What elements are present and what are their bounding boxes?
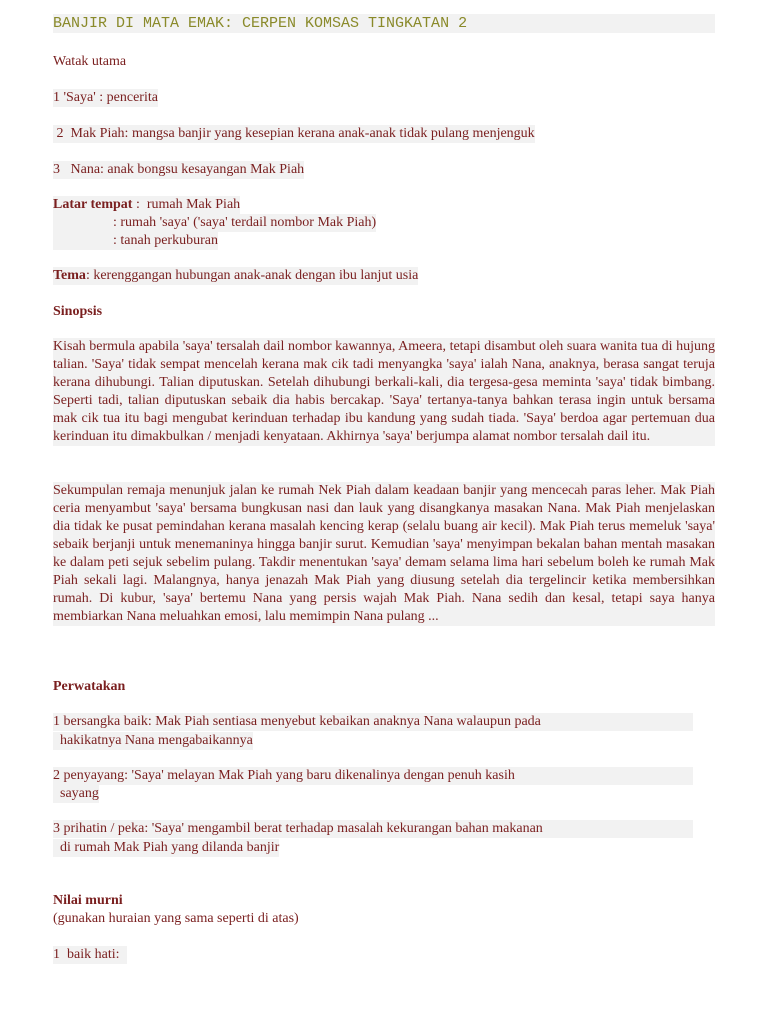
perwatakan-3-line-1: 3 prihatin / peka: 'Saya' mengambil berat terhadap masalah kekurangan bahan makanan [53,820,693,838]
nilai-note: (gunakan huraian yang sama seperti di atas) [53,911,299,926]
perwatakan-3-line-2: di rumah Mak Piah yang dilanda banjir [53,840,280,855]
perwatakan-1-line-2: hakikatnya Nana mengabaikannya [53,733,253,748]
perwatakan-heading: Perwatakan [53,679,126,694]
tema-value: : kerenggangan hubungan anak-anak dengan ibu lanjut usia [85,268,419,283]
watak-item-2: 2 Mak Piah: mangsa banjir yang kesepian kerana anak-anak tidak pulang menjenguk [53,126,535,141]
latar-line-3: : tanah perkuburan [53,232,218,250]
perwatakan-1-line-1: 1 bersangka baik: Mak Piah sentiasa menyebut kebaikan anaknya Nana walaupun pada [53,713,693,731]
perwatakan-2-line-1: 2 penyayang: 'Saya' melayan Mak Piah yang baru dikenalinya dengan penuh kasih [53,767,693,785]
document-title: BANJIR DI MATA EMAK: CERPEN KOMSAS TINGKATAN 2 [53,14,715,33]
sinopsis-paragraph-1: Kisah bermula apabila 'saya' tersalah dail nombor kawannya, Ameera, tetapi disambut oleh suara wanita tua di hujung talian. 'Saya' tidak sempat mencelah kerana mak cik tadi menyangka 'saya' ialah Nana, anaknya, berasa sangat teruja kerana dihubungi. Talian diputuskan. Setelah dihubungi berkali-kali, dia tergesa-gesa meminta 'saya' tidak bimbang. Seperti tadi, talian diputuskan sebaik dia habis bercakap. 'Saya' tertanya-tanya bahkan terasa ingin untuk bersama mak cik tua itu bagi mengubat kerinduan terhadap ibu kandung yang sudah tiada. 'Saya' berdoa agar pertemuan dua kerinduan itu dimakbulkan / menjadi kenyataan. Akhirnya 'saya' berjumpa alamat nombor tersalah dail itu. [53,339,715,444]
perwatakan-2-line-2: sayang [53,786,99,801]
tema-line [53,267,418,285]
watak-item-3: 3 Nana: anak bongsu kesayangan Mak Piah [53,162,305,177]
watak-heading: Watak utama [53,54,127,69]
nilai-heading: Nilai murni [53,893,123,908]
latar-line-1 [53,196,240,214]
latar-label: Latar tempat [53,197,133,212]
sinopsis-paragraph-2: Sekumpulan remaja menunjuk jalan ke rumah Nek Piah dalam keadaan banjir yang mencecah paras leher. Mak Piah ceria menyambut 'saya' bersama bungkusan nasi dan lauk yang disangkanya masakan Nana. Mak Piah menjelaskan dia tidak ke pusat pemindahan kerana masalah kencing kerap (selalu buang air kecil). Mak Piah terus memeluk 'saya' sebaik berjanji untuk menemaninya hingga banjir surut. Kemudian 'saya' menyimpan bekalan bahan mentah masakan ke dalam peti sejuk sebelim pulang. Takdir menentukan 'saya' demam selama lima hari sebelum boleh ke rumah Mak Piah sekali lagi. Malangnya, hanya jenazah Mak Piah yang diusung setelah dia tergelincir ketika membersihkan rumah. Di kubur, 'saya' bertemu Nana yang persis wajah Mak Piah. Nana sedih dan kesal, tetapi saya hanya membiarkan Nana meluahkan emosi, lalu memimpin Nana pulang ... [53,483,715,624]
tema-label: Tema [53,268,86,283]
sinopsis-heading: Sinopsis [53,304,103,319]
watak-item-1: 1 'Saya' : pencerita [53,90,158,105]
nilai-item-1: 1 baik hati: [53,947,127,962]
latar-line-2: : rumah 'saya' ('saya' terdail nombor Mak Piah) [53,214,376,232]
latar-value-1: : rumah Mak Piah [132,197,241,212]
